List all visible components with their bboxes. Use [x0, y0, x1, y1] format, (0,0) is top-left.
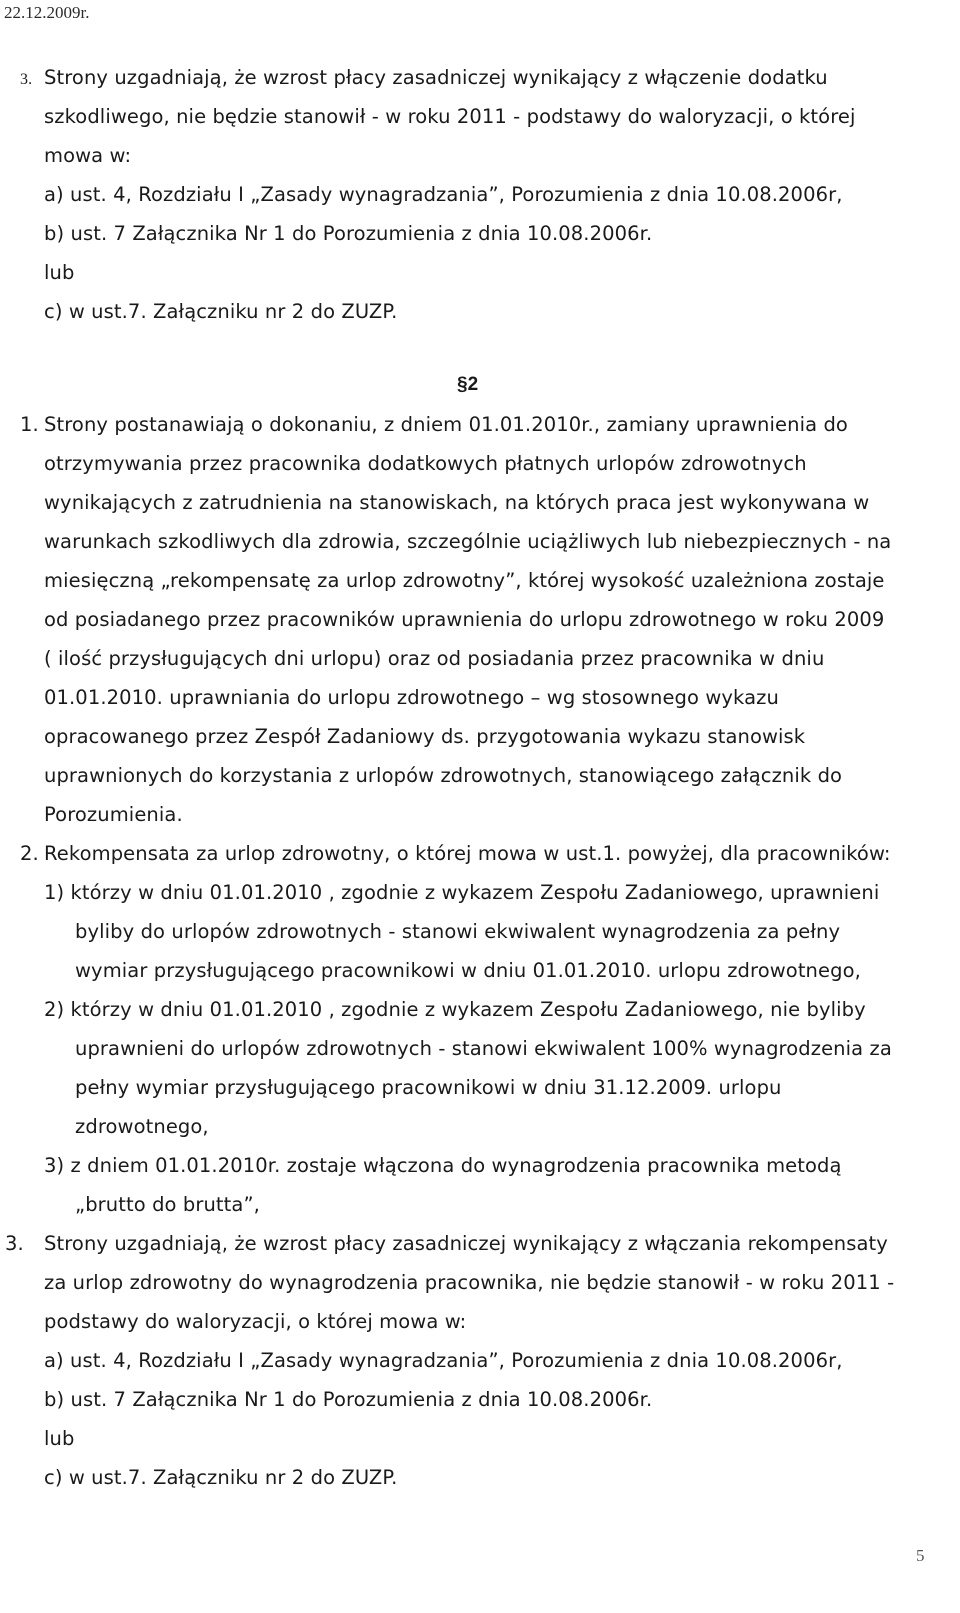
point-3-lub: lub: [44, 261, 75, 284]
paragraph-1-line-10: uprawnionych do korzystania z urlopów zdrowotnych, stanowiącego załącznik do: [44, 764, 843, 787]
paragraph-3-line-1: Strony uzgadniają, że wzrost płacy zasadniczej wynikający z włączania rekompensaty: [44, 1232, 888, 1255]
paragraph-2-item-3-line-1: 3) z dniem 01.01.2010r. zostaje włączona do wynagrodzenia pracownika metodą: [44, 1154, 842, 1177]
point-3-line-1: Strony uzgadniają, że wzrost płacy zasadniczej wynikający z włączenie dodatku: [44, 66, 828, 89]
paragraph-1-line-8: 01.01.2010. uprawniania do urlopu zdrowotnego – wg stosownego wykazu: [44, 686, 779, 709]
point-3-line-3: mowa w:: [44, 144, 132, 167]
point-3-item-b: b) ust. 7 Załącznika Nr 1 do Porozumienia z dnia 10.08.2006r.: [44, 222, 653, 245]
point-3-item-a: a) ust. 4, Rozdziału I „Zasady wynagradzania”, Porozumienia z dnia 10.08.2006r,: [44, 183, 843, 206]
paragraph-1-line-4: warunkach szkodliwych dla zdrowia, szczególnie uciążliwych lub niebezpiecznych - na: [44, 530, 892, 553]
paragraph-1-line-5: miesięczną „rekompensatę za urlop zdrowotny”, której wysokość uzależniona zostaje: [44, 569, 885, 592]
paragraph-1-line-1: Strony postanawiają o dokonaniu, z dniem 01.01.2010r., zamiany uprawnienia do: [44, 413, 848, 436]
point-3-number: 3.: [20, 71, 33, 88]
paragraph-2-item-1-line-2: byliby do urlopów zdrowotnych - stanowi ekwiwalent wynagrodzenia za pełny: [75, 920, 841, 943]
paragraph-3-item-c: c) w ust.7. Załączniku nr 2 do ZUZP.: [44, 1466, 398, 1489]
paragraph-2-item-2-line-3: pełny wymiar przysługującego pracownikowi w dniu 31.12.2009. urlopu: [75, 1076, 782, 1099]
paragraph-3-lub: lub: [44, 1427, 75, 1450]
paragraph-3-line-3: podstawy do waloryzacji, o której mowa w:: [44, 1310, 467, 1333]
paragraph-2-intro: Rekompensata za urlop zdrowotny, o której mowa w ust.1. powyżej, dla pracowników:: [44, 842, 891, 865]
paragraph-1-line-7: ( ilość przysługujących dni urlopu) oraz od posiadania przez pracownika w dniu: [44, 647, 825, 670]
section-2-heading: §2: [457, 374, 479, 395]
paragraph-2-item-2-line-4: zdrowotnego,: [75, 1115, 209, 1138]
paragraph-3-line-2: za urlop zdrowotny do wynagrodzenia pracownika, nie będzie stanowił - w roku 2011 -: [44, 1271, 895, 1294]
point-3-item-c: c) w ust.7. Załączniku nr 2 do ZUZP.: [44, 300, 398, 323]
paragraph-1-line-3: wynikających z zatrudnienia na stanowiskach, na których praca jest wykonywana w: [44, 491, 870, 514]
paragraph-2-item-1-line-1: 1) którzy w dniu 01.01.2010 , zgodnie z wykazem Zespołu Zadaniowego, uprawnieni: [44, 881, 880, 904]
page-number: 5: [916, 1546, 925, 1565]
paragraph-1-line-11: Porozumienia.: [44, 803, 183, 826]
paragraph-3-item-a: a) ust. 4, Rozdziału I „Zasady wynagradzania”, Porozumienia z dnia 10.08.2006r,: [44, 1349, 843, 1372]
paragraph-1-number: 1.: [20, 413, 39, 436]
paragraph-1-line-2: otrzymywania przez pracownika dodatkowych płatnych urlopów zdrowotnych: [44, 452, 807, 475]
paragraph-2-item-1-line-3: wymiar przysługującego pracownikowi w dniu 01.01.2010. urlopu zdrowotnego,: [75, 959, 861, 982]
paragraph-2-item-2-line-2: uprawnieni do urlopów zdrowotnych - stanowi ekwiwalent 100% wynagrodzenia za: [75, 1037, 892, 1060]
paragraph-2-item-3-line-2: „brutto do brutta”,: [75, 1193, 260, 1216]
paragraph-2-number: 2.: [20, 842, 39, 865]
paragraph-3-number: 3.: [5, 1232, 24, 1255]
header-date: 22.12.2009r.: [4, 3, 90, 22]
point-3-line-2: szkodliwego, nie będzie stanowił - w roku 2011 - podstawy do waloryzacji, o której: [44, 105, 856, 128]
paragraph-1-line-6: od posiadanego przez pracowników uprawnienia do urlopu zdrowotnego w roku 2009: [44, 608, 885, 631]
paragraph-3-item-b: b) ust. 7 Załącznika Nr 1 do Porozumienia z dnia 10.08.2006r.: [44, 1388, 653, 1411]
paragraph-2-item-2-line-1: 2) którzy w dniu 01.01.2010 , zgodnie z wykazem Zespołu Zadaniowego, nie byliby: [44, 998, 866, 1021]
paragraph-1-line-9: opracowanego przez Zespół Zadaniowy ds. przygotowania wykazu stanowisk: [44, 725, 806, 748]
